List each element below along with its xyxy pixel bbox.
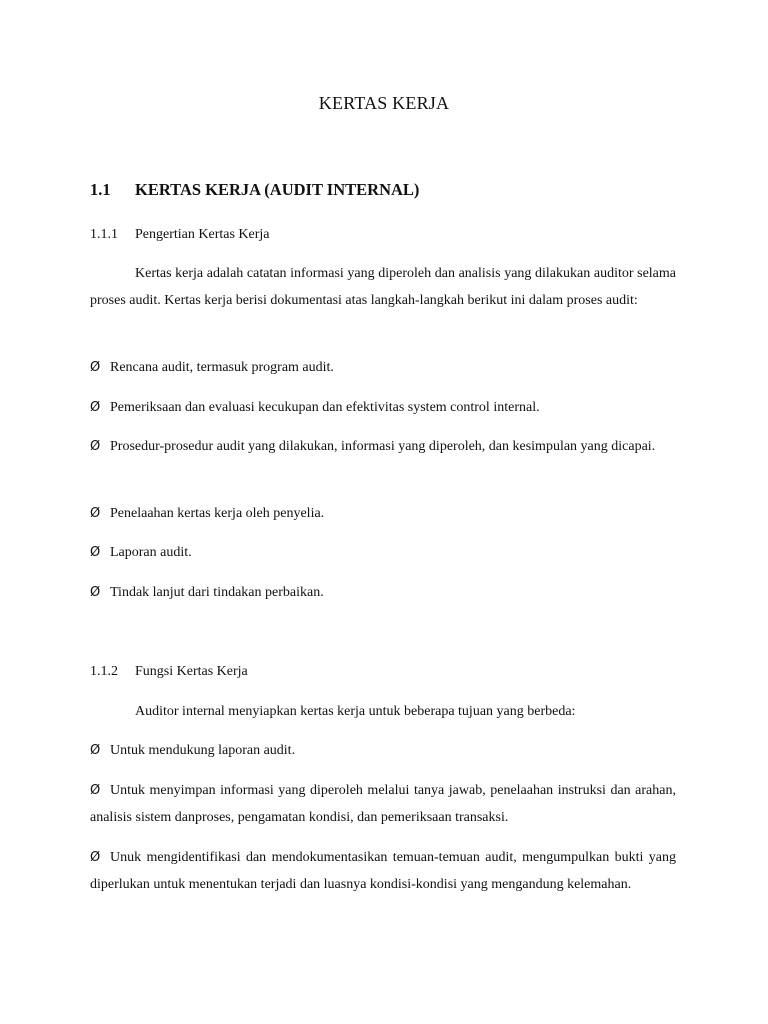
bullet-text: Prosedur-prosedur audit yang dilakukan, informasi yang diperoleh, dan kesimpulan yang dicapai. — [110, 439, 656, 454]
bullet-item — [90, 777, 676, 831]
bullet-item — [90, 500, 676, 527]
bullet-icon: Ø — [90, 545, 101, 560]
subsection-title: Pengertian Kertas Kerja — [135, 227, 270, 242]
bullet-text: Penelaahan kertas kerja oleh penyelia. — [110, 506, 325, 521]
subsection-heading-2 — [90, 664, 248, 680]
bullet-text: Pemeriksaan dan evaluasi kecukupan dan efektivitas system control internal. — [110, 400, 540, 415]
paragraph-pengertian: Kertas kerja adalah catatan informasi yang diperoleh dan analisis yang dilakukan auditor selama proses audit. Kertas kerja berisi dokumentasi atas langkah-langkah berikut ini dalam proses audit: — [90, 266, 676, 308]
paragraph-fungsi: Auditor internal menyiapkan kertas kerja untuk beberapa tujuan yang berbeda: — [135, 704, 576, 719]
bullet-icon: Ø — [90, 743, 101, 758]
bullet-icon: Ø — [90, 506, 101, 521]
bullet-icon: Ø — [90, 360, 101, 375]
section-heading — [90, 180, 419, 200]
bullet-item — [90, 579, 676, 606]
bullet-text: Untuk mendukung laporan audit. — [110, 743, 296, 758]
bullet-icon: Ø — [90, 400, 101, 415]
bullet-item — [90, 844, 676, 898]
bullet-icon: Ø — [90, 783, 101, 798]
bullet-text: Tindak lanjut dari tindakan perbaikan. — [110, 585, 324, 600]
bullet-text: Rencana audit, termasuk program audit. — [110, 360, 334, 375]
bullet-item — [90, 354, 676, 381]
subsection-number: 1.1.1 — [90, 227, 118, 242]
section-title: KERTAS KERJA (AUDIT INTERNAL) — [135, 180, 420, 199]
subsection-number: 1.1.2 — [90, 664, 118, 679]
bullet-icon: Ø — [90, 439, 101, 454]
bullet-text: Untuk menyimpan informasi yang diperoleh melalui tanya jawab, penelaahan instruksi dan arahan, analisis sistem danproses, pengamatan kondisi, dan pemeriksaan transaksi. — [90, 783, 676, 825]
bullet-text: Unuk mengidentifikasi dan mendokumentasikan temuan-temuan audit, mengumpulkan bukti yang diperlukan untuk menentukan terjadi dan luasnya kondisi-kondisi yang mengandung kelemahan. — [90, 850, 676, 892]
section-number: 1.1 — [90, 180, 111, 199]
bullet-icon: Ø — [90, 850, 101, 865]
bullet-item — [90, 539, 676, 566]
bullet-icon: Ø — [90, 585, 101, 600]
bullet-item — [90, 394, 676, 421]
subsection-title: Fungsi Kertas Kerja — [135, 664, 248, 679]
subsection-heading-1 — [90, 227, 270, 243]
document-title: KERTAS KERJA — [318, 93, 450, 113]
bullet-item — [90, 737, 676, 764]
bullet-item — [90, 433, 676, 460]
bullet-text: Laporan audit. — [110, 545, 192, 560]
